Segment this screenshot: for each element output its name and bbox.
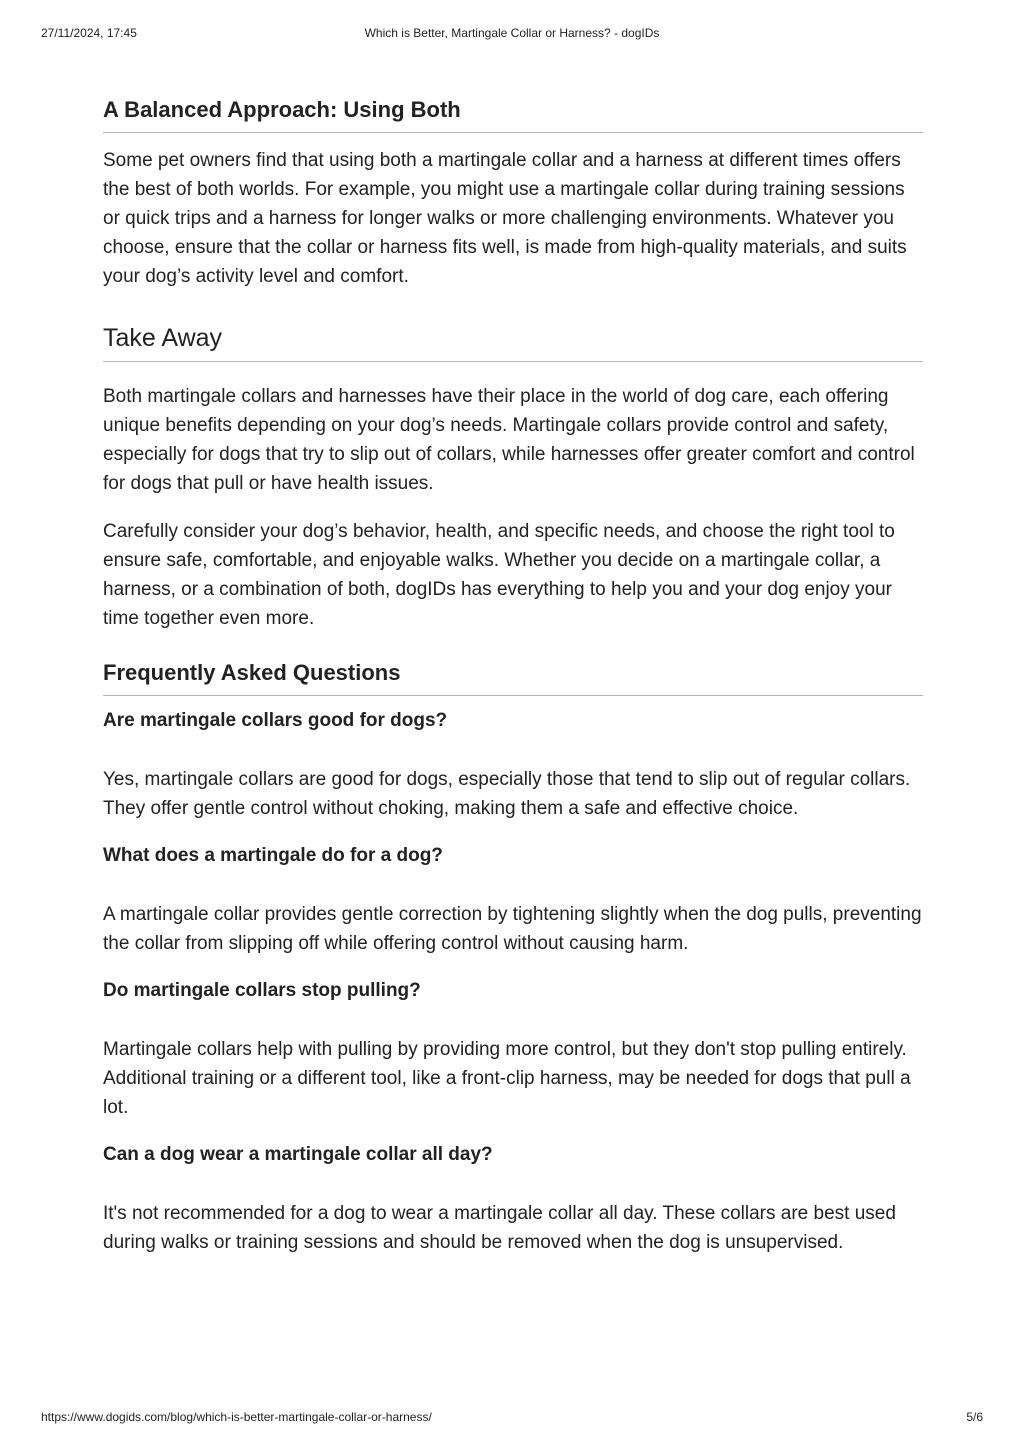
print-page-title: Which is Better, Martingale Collar or Harness? - dogIDs	[364, 26, 660, 40]
section-faq	[103, 659, 923, 1257]
paragraph-take-away-2: Carefully consider your dog’s behavior, health, and specific needs, and choose the right tool to ensure safe, comfortable, and enjoyable walks. Whether you decide on a martingale collar, a harness, or a combination of both, dogIDs has everything to help you and your dog enjoy your time together even more.	[103, 521, 895, 629]
paragraph-balanced-approach: Some pet owners find that using both a martingale collar and a harness at different times offers the best of both worlds. For example, you might use a martingale collar during training sessions or quick trips and a harness for longer walks or more challenging environments. Whatever you choose, ensure that the collar or harness fits well, is made from high-quality materials, and suits your dog’s activity level and comfort.	[103, 150, 907, 287]
faq-item	[103, 842, 923, 958]
faq-answer: A martingale collar provides gentle correction by tightening slightly when the dog pulls, preventing the collar from slipping off while offering control without causing harm.	[103, 904, 922, 954]
section-heading-faq: Frequently Asked Questions	[103, 659, 923, 696]
faq-question: Are martingale collars good for dogs?	[103, 710, 448, 731]
print-footer	[41, 1410, 983, 1426]
faq-answer: Martingale collars help with pulling by providing more control, but they don't stop pulling entirely. Additional training or a different tool, like a front-clip harness, may be needed for dogs that pull a lot.	[103, 1039, 911, 1118]
faq-item	[103, 1141, 923, 1257]
faq-question: Can a dog wear a martingale collar all day?	[103, 1144, 493, 1165]
faq-question: What does a martingale do for a dog?	[103, 845, 443, 866]
faq-item	[103, 977, 923, 1122]
faq-answer: It's not recommended for a dog to wear a martingale collar all day. These collars are best used during walks or training sessions and should be removed when the dog is unsupervised.	[103, 1203, 896, 1253]
section-heading-take-away: Take Away	[103, 322, 923, 362]
paragraph-take-away-1: Both martingale collars and harnesses have their place in the world of dog care, each offering unique benefits depending on your dog’s needs. Martingale collars provide control and safety, especially for dogs that try to slip out of collars, while harnesses offer greater comfort and control for dogs that pull or have health issues.	[103, 386, 915, 494]
faq-item	[103, 707, 923, 823]
article-content	[103, 96, 923, 1257]
section-balanced-approach	[103, 96, 923, 291]
page-number: 5/6	[966, 1410, 983, 1424]
section-heading-balanced-approach: A Balanced Approach: Using Both	[103, 96, 923, 133]
print-url: https://www.dogids.com/blog/which-is-better-martingale-collar-or-harness/	[41, 1410, 432, 1424]
faq-answer: Yes, martingale collars are good for dogs, especially those that tend to slip out of regular collars. They offer gentle control without choking, making them a safe and effective choice.	[103, 769, 911, 819]
faq-question: Do martingale collars stop pulling?	[103, 980, 421, 1001]
print-date: 27/11/2024, 17:45	[41, 26, 137, 40]
section-take-away	[103, 322, 923, 633]
print-header	[41, 26, 983, 42]
